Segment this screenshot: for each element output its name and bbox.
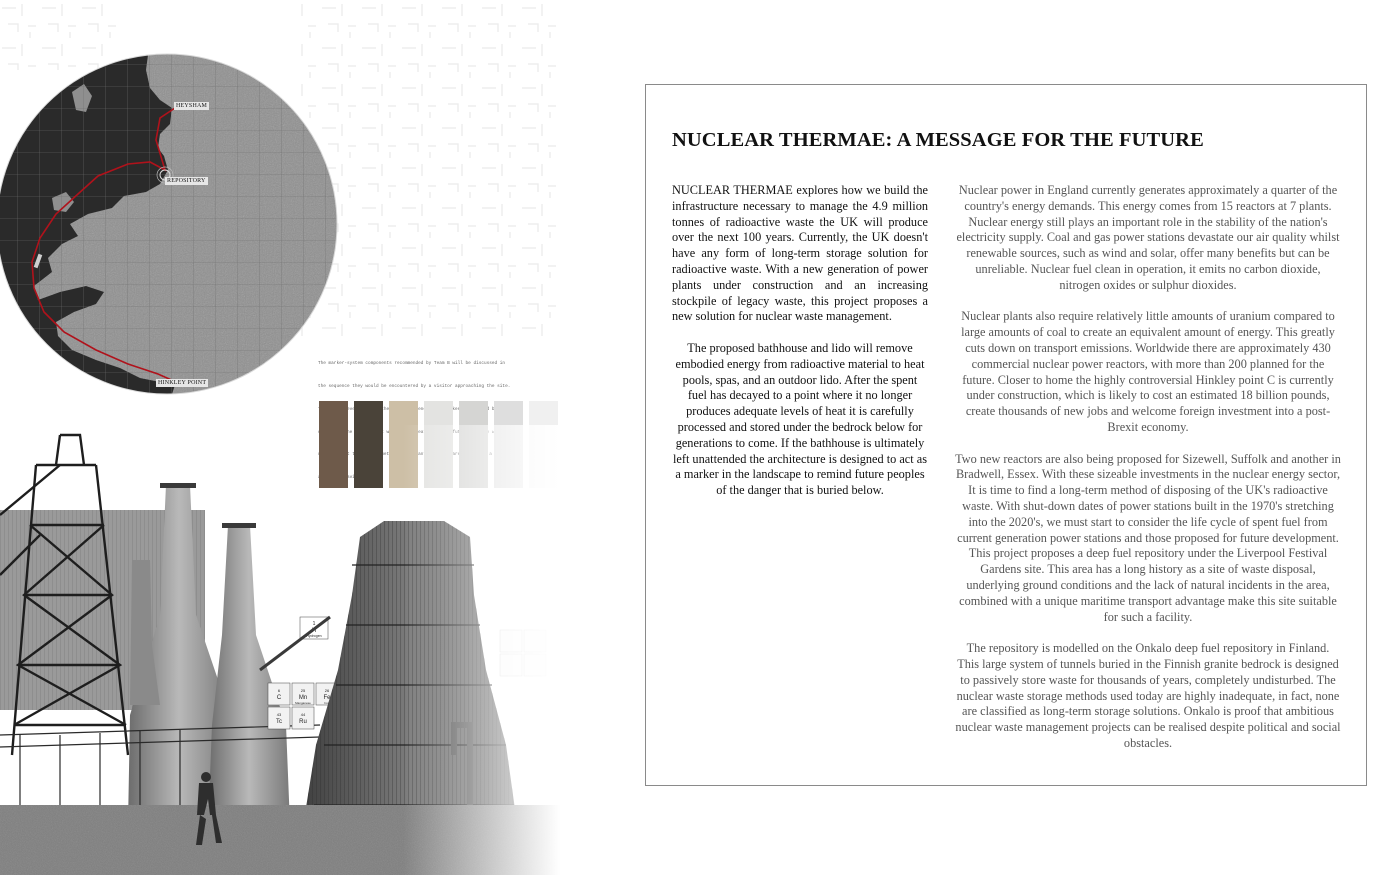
article-column-left [672, 183, 928, 515]
article-paragraph: The proposed bathhouse and lido will remove embodied energy from radioactive material to heat pools, spas, and an outdoor lido. After the spent fuel has decayed to a point where it no longer produces adequate levels of heat it is carefully processed and stored under the bedrock below for generations to come. If the bathhouse is ultimately left unattended the architecture is designed to act as a marker in the landscape to remind future peoples of the danger that is buried below. [672, 340, 928, 498]
article-column-right [955, 183, 1341, 767]
typed-note-line: the [381, 406, 390, 412]
article-paragraph: NUCLEAR THERMAE explores how we build the infrastructure necessary to manage the 4.9 million tonnes of radioactive waste the UK will produce over the next 100 years. Currently, the UK doesn't have any form of long-term storage solution for radioactive waste. With a new generation of power plants under construction and an increasing stockpile of legacy waste, this project proposes a new solution for nuclear waste management. [672, 183, 928, 324]
typed-note-line: The marker-system components recommended by Team B will be discussed in [318, 361, 506, 367]
industrial-photo-collage [0, 425, 560, 875]
heysham-label: HEYSHAM [176, 103, 208, 109]
article-paragraph: The repository is modelled on the Onkalo deep fuel repository in Finland. This large system of tunnels buried in the Finnish granite bedrock is designed to passively store waste for thousands of years, completely undisturbed. The nuclear waste storage methods used today are highly inadequate, in fact, none are classified as long-term storage solutions. Onkalo is proof that ambitious nuclear waste management projects can be realised despite political and social obstacles. [955, 641, 1341, 750]
typed-note-line: the sequence they would be encountered by a visitor approaching the site. [318, 383, 511, 389]
article-panel [645, 84, 1367, 786]
article-title: NUCLEAR THERMAE: A MESSAGE FOR THE FUTURE [672, 129, 1204, 151]
article-paragraph: Nuclear plants also require relatively little amounts of uranium compared to large amounts of coal to create an equivalent amount of energy. This greatly cuts down on transport emissions. Worldwide there are approximately 430 commercial nuclear power reactors, with more than 200 planned for the future. Closer to home the highly controversial Hinkley point C is currently under construction, which is likely to cost an estimated 18 billion pounds, create thousands of new jobs and welcome foreign investment into a post-Brexit economy. [961, 309, 1335, 434]
hinkley-point-label: HINKLEY POINT [158, 380, 207, 386]
repository-label: REPOSITORY [167, 178, 206, 184]
article-paragraph: Nuclear power in England currently generates approximately a quarter of the country's energy demands. This energy comes from 15 reactors at 7 plants. Nuclear energy still plays an important role in the stability of the nation's electricity supply. Coal and gas power stations devastate our air quality whilst renewable sources, such as wind and solar, offer many benefits but can be unreliable. Nuclear fuel clean in operation, it emits no carbon dioxide, nitrogen oxides or sulphur dioxides. [956, 183, 1340, 292]
collage-artwork [0, 0, 560, 875]
article-paragraph: Two new reactors are also being proposed for Sizewell, Suffolk and another in Bradwell, Essex. With these sizeable investments in the nuclear energy sector, It is time to find a long-term method of disposing of the UK's radioactive waste. With shut-down dates of power stations built in the 1970's stretching into the 2020's, we must start to consider the life cycle of spent fuel from current generation power stations and those proposed for future development. This project proposes a deep fuel repository under the Liverpool Festival Gardens site. This area has a long history as a site of waste disposal, underlying ground conditions and the lack of natural incidents in the area, combined with a unique maritime transport advantage make this site suitable for such a facility. [955, 451, 1341, 624]
